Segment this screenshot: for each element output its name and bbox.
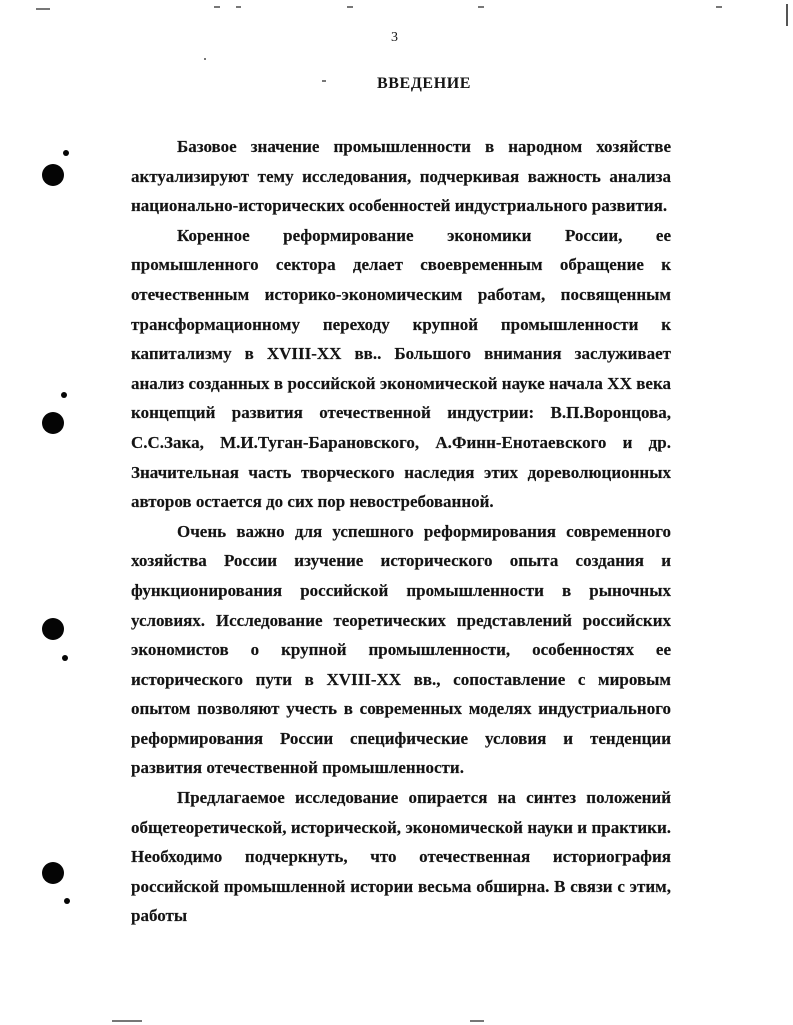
- scan-artifact: [236, 6, 241, 8]
- scan-artifact: [470, 1020, 484, 1022]
- scan-artifact: [786, 4, 788, 26]
- scan-artifact: [112, 1020, 142, 1022]
- scan-dot: [63, 150, 69, 156]
- scan-artifact: [716, 6, 722, 8]
- page-title: ВВЕДЕНИЕ: [377, 75, 472, 92]
- paragraph: Очень важно для успешного реформирования современного хозяйства России изучение исторического опыта создания и функционирования российской промышленности в рыночных условиях. Исследование теоретических представлений российских экономистов о крупной промышленности, особенностях ее исторического пути в XVIII-XX вв., сопоставление с мировым опытом позволяют учесть в современных моделях индустриального реформирования России специфические условия и тенденции развития отечественной промышленности.: [131, 521, 671, 778]
- scan-artifact: [478, 6, 484, 8]
- scan-artifact: [214, 6, 220, 8]
- paragraph: Коренное реформирование экономики России, ее промышленного сектора делает своевременным обращение к отечественным историко-экономическим работам, посвященным трансформационному переходу крупной промышленности к капитализму в XVIII-XX вв.. Большого внимания заслуживает анализ созданных в российской экономической науке начала XX века концепций развития отечественной индустрии: В.П.Воронцова, С.С.Зака, М.И.Туган-Барановского, А.Финн-Енотаевского и др. Значительная часть творческого наследия этих дореволюционных авторов остается до сих пор невостребованной.: [131, 225, 671, 512]
- scan-artifact: [36, 8, 50, 10]
- binder-hole: [42, 618, 64, 640]
- scan-dot: [61, 392, 67, 398]
- body-text: [131, 132, 671, 931]
- scan-artifact: [322, 80, 326, 82]
- page-number: 3: [391, 30, 398, 45]
- binder-hole: [42, 164, 64, 186]
- scan-dot: [62, 655, 68, 661]
- binder-hole: [42, 412, 64, 434]
- scan-dot: [64, 898, 70, 904]
- scan-artifact: [204, 58, 206, 60]
- paragraph: Базовое значение промышленности в народном хозяйстве актуализируют тему исследования, подчеркивая важность анализа национально-исторических особенностей индустриального развития.: [131, 137, 671, 216]
- paragraph: Предлагаемое исследование опирается на синтез положений общетеоретической, исторической, экономической науки и практики. Необходимо подчеркнуть, что отечественная историография российской промышленной истории весьма обширна. В связи с этим, работы: [131, 788, 671, 926]
- scan-artifact: [347, 6, 353, 8]
- binder-hole: [42, 862, 64, 884]
